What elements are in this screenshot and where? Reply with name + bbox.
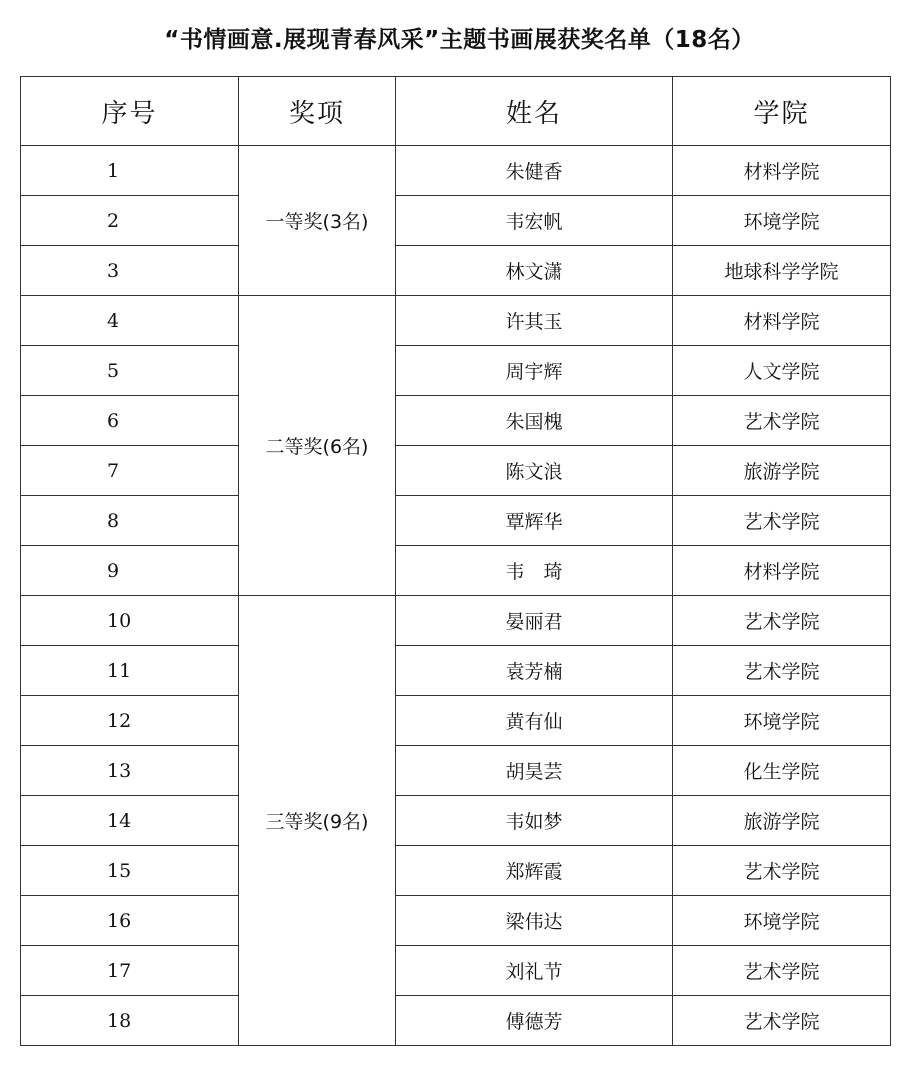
college-cell: 环境学院	[673, 196, 891, 246]
name-cell: 朱健香	[396, 146, 673, 196]
college-cell: 材料学院	[673, 296, 891, 346]
name-cell: 刘礼节	[396, 946, 673, 996]
name-cell: 韦宏帆	[396, 196, 673, 246]
name-cell: 许其玉	[396, 296, 673, 346]
table-row	[21, 796, 891, 846]
name-cell: 郑辉霞	[396, 846, 673, 896]
seq-cell: 12	[21, 696, 239, 746]
award-table	[20, 76, 891, 1046]
seq-cell: 5	[21, 346, 239, 396]
table-row	[21, 746, 891, 796]
table-row	[21, 346, 891, 396]
seq-cell: 14	[21, 796, 239, 846]
college-cell: 艺术学院	[673, 596, 891, 646]
college-cell: 材料学院	[673, 546, 891, 596]
seq-cell: 2	[21, 196, 239, 246]
table-row	[21, 896, 891, 946]
college-cell: 艺术学院	[673, 846, 891, 896]
table-row	[21, 996, 891, 1046]
college-cell: 环境学院	[673, 896, 891, 946]
college-cell: 艺术学院	[673, 496, 891, 546]
header-name: 姓名	[396, 77, 673, 146]
table-row	[21, 846, 891, 896]
header-seq: 序号	[21, 77, 239, 146]
table-row	[21, 546, 891, 596]
table-row	[21, 946, 891, 996]
college-cell: 艺术学院	[673, 996, 891, 1046]
page-title: “书情画意.展现青春风采”主题书画展获奖名单（18名）	[164, 27, 755, 53]
seq-cell: 9	[21, 546, 239, 596]
college-cell: 材料学院	[673, 146, 891, 196]
college-cell: 旅游学院	[673, 796, 891, 846]
award-group-third: 三等奖(9名)	[239, 596, 396, 1046]
award-group-first: 一等奖(3名)	[239, 146, 396, 296]
table-row	[21, 146, 891, 196]
table-row	[21, 196, 891, 246]
header-award: 奖项	[239, 77, 396, 146]
name-cell: 韦 琦	[396, 546, 673, 596]
table-row	[21, 296, 891, 346]
seq-cell: 10	[21, 596, 239, 646]
college-cell: 旅游学院	[673, 446, 891, 496]
seq-cell: 15	[21, 846, 239, 896]
table-row	[21, 596, 891, 646]
college-cell: 环境学院	[673, 696, 891, 746]
seq-cell: 3	[21, 246, 239, 296]
name-cell: 覃辉华	[396, 496, 673, 546]
seq-cell: 11	[21, 646, 239, 696]
name-cell: 胡昊芸	[396, 746, 673, 796]
college-cell: 艺术学院	[673, 946, 891, 996]
seq-cell: 4	[21, 296, 239, 346]
seq-cell: 17	[21, 946, 239, 996]
name-cell: 陈文浪	[396, 446, 673, 496]
table-row	[21, 496, 891, 546]
table-header-row	[21, 77, 891, 146]
name-cell: 傅德芳	[396, 996, 673, 1046]
table-row	[21, 396, 891, 446]
seq-cell: 13	[21, 746, 239, 796]
name-cell: 周宇辉	[396, 346, 673, 396]
name-cell: 梁伟达	[396, 896, 673, 946]
college-cell: 人文学院	[673, 346, 891, 396]
table-row	[21, 696, 891, 746]
name-cell: 袁芳楠	[396, 646, 673, 696]
header-college: 学院	[673, 77, 891, 146]
name-cell: 林文潇	[396, 246, 673, 296]
table-row	[21, 446, 891, 496]
seq-cell: 6	[21, 396, 239, 446]
seq-cell: 18	[21, 996, 239, 1046]
name-cell: 韦如梦	[396, 796, 673, 846]
award-group-second: 二等奖(6名)	[239, 296, 396, 596]
college-cell: 艺术学院	[673, 646, 891, 696]
seq-cell: 7	[21, 446, 239, 496]
college-cell: 地球科学学院	[673, 246, 891, 296]
table-row	[21, 646, 891, 696]
seq-cell: 16	[21, 896, 239, 946]
name-cell: 黄有仙	[396, 696, 673, 746]
college-cell: 化生学院	[673, 746, 891, 796]
table-row	[21, 246, 891, 296]
seq-cell: 8	[21, 496, 239, 546]
table-body	[21, 146, 891, 1046]
name-cell: 晏丽君	[396, 596, 673, 646]
seq-cell: 1	[21, 146, 239, 196]
name-cell: 朱国槐	[396, 396, 673, 446]
college-cell: 艺术学院	[673, 396, 891, 446]
